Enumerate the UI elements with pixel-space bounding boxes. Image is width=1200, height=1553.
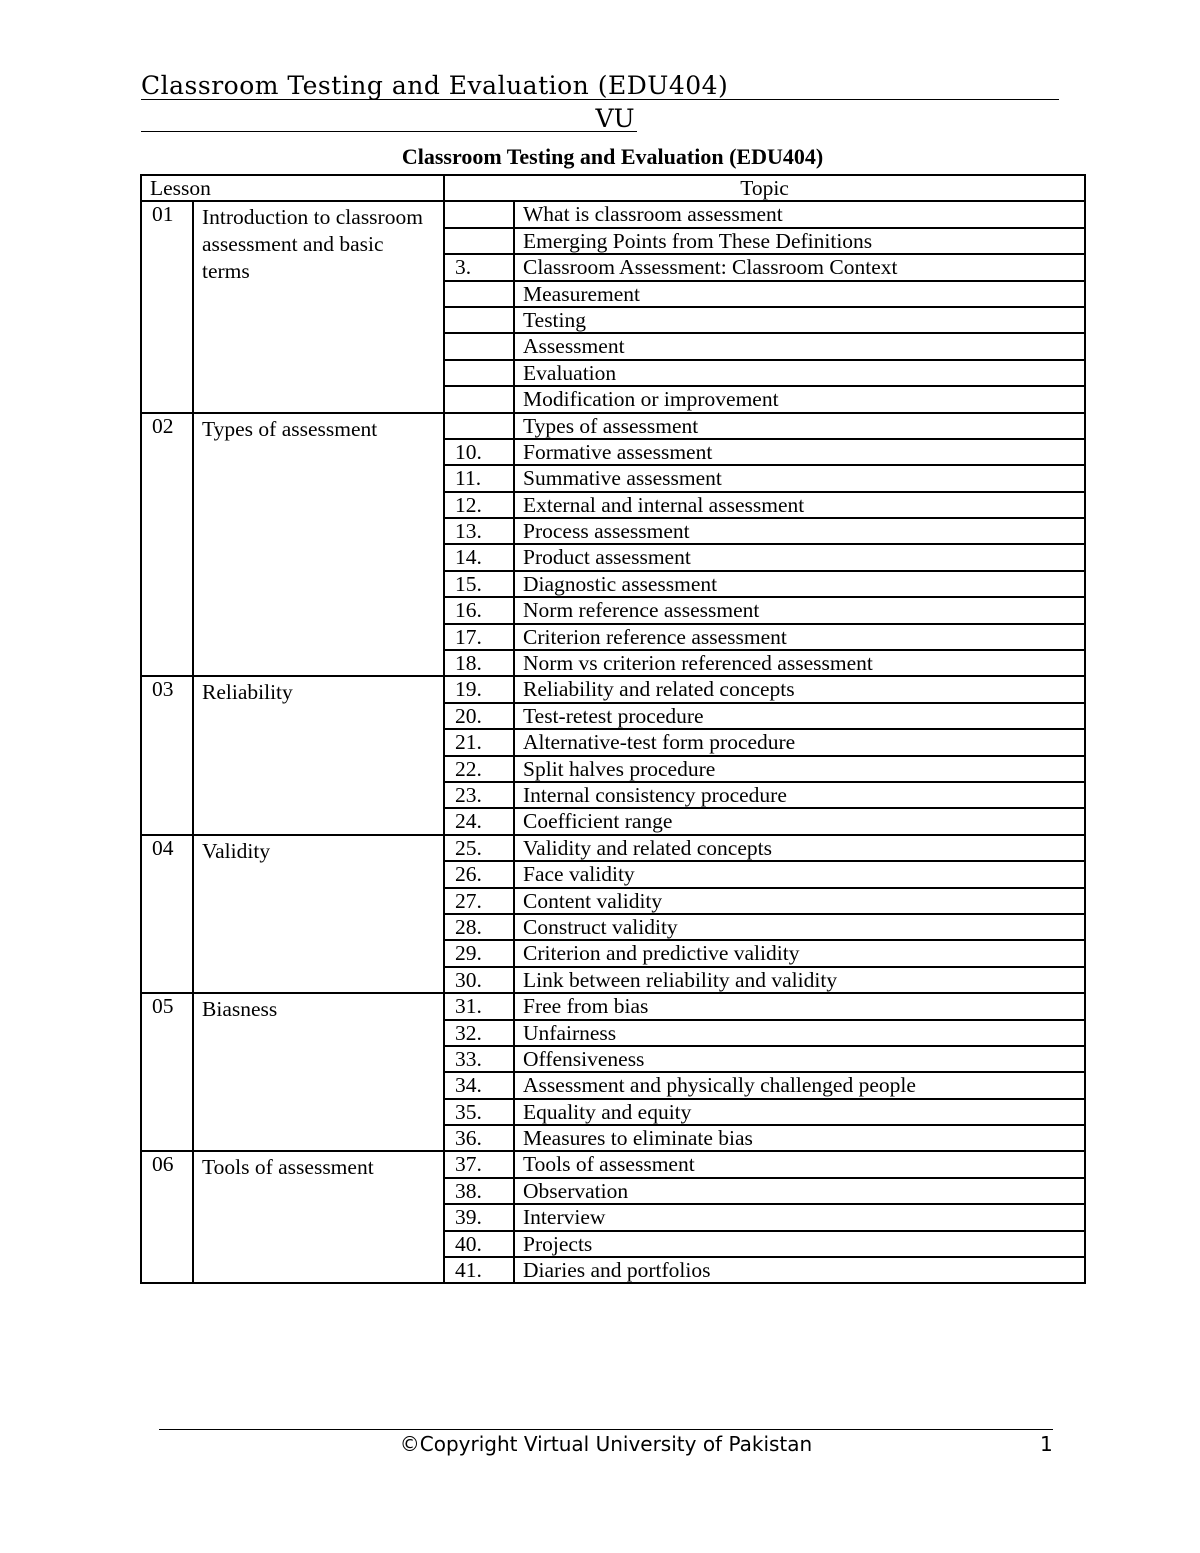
topic-number <box>444 413 514 439</box>
topic-number: 25. <box>444 835 514 861</box>
topic-text: Content validity <box>514 888 1085 914</box>
topic-number: 13. <box>444 518 514 544</box>
topic-text: Norm vs criterion referenced assessment <box>514 650 1085 676</box>
topic-text: Free from bias <box>514 993 1085 1019</box>
topic-text: Projects <box>514 1231 1085 1257</box>
course-title: Classroom Testing and Evaluation (EDU404) <box>141 71 729 100</box>
topic-number: 35. <box>444 1099 514 1125</box>
topic-text: Diaries and portfolios <box>514 1257 1085 1283</box>
footer-copyright: ©Copyright Virtual University of Pakistan <box>399 1432 813 1456</box>
topic-text: Validity and related concepts <box>514 835 1085 861</box>
topic-text: Measurement <box>514 281 1085 307</box>
topic-number: 33. <box>444 1046 514 1072</box>
topic-number: 41. <box>444 1257 514 1283</box>
topic-text: Construct validity <box>514 914 1085 940</box>
topic-text: Link between reliability and validity <box>514 967 1085 993</box>
topic-number <box>444 360 514 386</box>
lesson-title: Types of assessment <box>193 413 444 677</box>
topic-number: 11. <box>444 465 514 491</box>
topic-number: 10. <box>444 439 514 465</box>
topic-number: 23. <box>444 782 514 808</box>
topic-number: 15. <box>444 571 514 597</box>
topic-number <box>444 281 514 307</box>
topic-number: 18. <box>444 650 514 676</box>
topic-number: 39. <box>444 1204 514 1230</box>
topic-text: Criterion reference assessment <box>514 624 1085 650</box>
topic-number <box>444 333 514 359</box>
lesson-title: Tools of assessment <box>193 1151 444 1283</box>
topic-number: 37. <box>444 1151 514 1177</box>
topic-number: 24. <box>444 808 514 834</box>
topic-number: 12. <box>444 492 514 518</box>
topic-number <box>444 201 514 227</box>
topic-text: External and internal assessment <box>514 492 1085 518</box>
topic-text: Classroom Assessment: Classroom Context <box>514 254 1085 280</box>
topic-text: Emerging Points from These Definitions <box>514 228 1085 254</box>
topic-number: 26. <box>444 861 514 887</box>
table-row <box>141 993 1085 1019</box>
topic-number: 28. <box>444 914 514 940</box>
institution-short: VU <box>595 104 635 133</box>
table-body <box>141 201 1085 1283</box>
table-row <box>141 201 1085 227</box>
lesson-title: Biasness <box>193 993 444 1151</box>
topic-text: Assessment and physically challenged people <box>514 1072 1085 1098</box>
topic-text: Test-retest procedure <box>514 703 1085 729</box>
topic-number: 34. <box>444 1072 514 1098</box>
topic-text: Offensiveness <box>514 1046 1085 1072</box>
table-row <box>141 676 1085 702</box>
topic-text: Summative assessment <box>514 465 1085 491</box>
table-row <box>141 835 1085 861</box>
contents-table <box>140 174 1086 1284</box>
topic-text: Equality and equity <box>514 1099 1085 1125</box>
topic-text: Norm reference assessment <box>514 597 1085 623</box>
topic-number: 38. <box>444 1178 514 1204</box>
topic-text: Criterion and predictive validity <box>514 940 1085 966</box>
lesson-number: 04 <box>141 835 193 993</box>
topic-number: 20. <box>444 703 514 729</box>
topic-text: Split halves procedure <box>514 756 1085 782</box>
topic-text: Testing <box>514 307 1085 333</box>
footer-rule <box>159 1429 1053 1430</box>
table-row <box>141 413 1085 439</box>
topic-text: Coefficient range <box>514 808 1085 834</box>
topic-text: Evaluation <box>514 360 1085 386</box>
topic-number: 22. <box>444 756 514 782</box>
table-row <box>141 1151 1085 1177</box>
header-rule-top <box>141 99 1059 100</box>
header-rule-bottom <box>141 131 637 132</box>
topic-text: Alternative-test form procedure <box>514 729 1085 755</box>
lesson-title: Introduction to classroom assessment and basic terms <box>193 201 444 412</box>
table-header-row <box>141 175 1085 201</box>
topic-number <box>444 228 514 254</box>
topic-text: Product assessment <box>514 544 1085 570</box>
lesson-number: 01 <box>141 201 193 412</box>
topic-text: Formative assessment <box>514 439 1085 465</box>
topic-number: 19. <box>444 676 514 702</box>
topic-text: Internal consistency procedure <box>514 782 1085 808</box>
column-header-topic: Topic <box>444 175 1085 201</box>
topic-text: Types of assessment <box>514 413 1085 439</box>
topic-number: 36. <box>444 1125 514 1151</box>
topic-text: What is classroom assessment <box>514 201 1085 227</box>
topic-number: 17. <box>444 624 514 650</box>
topic-number <box>444 386 514 412</box>
topic-number: 27. <box>444 888 514 914</box>
lesson-title: Reliability <box>193 676 444 834</box>
document-title: Classroom Testing and Evaluation (EDU404) <box>401 144 824 169</box>
topic-number: 3. <box>444 254 514 280</box>
topic-text: Face validity <box>514 861 1085 887</box>
topic-text: Observation <box>514 1178 1085 1204</box>
lesson-number: 03 <box>141 676 193 834</box>
lesson-number: 06 <box>141 1151 193 1283</box>
topic-text: Modification or improvement <box>514 386 1085 412</box>
topic-text: Tools of assessment <box>514 1151 1085 1177</box>
topic-number: 30. <box>444 967 514 993</box>
topic-text: Reliability and related concepts <box>514 676 1085 702</box>
topic-text: Measures to eliminate bias <box>514 1125 1085 1151</box>
lesson-number: 02 <box>141 413 193 677</box>
column-header-lesson: Lesson <box>141 175 444 201</box>
topic-number <box>444 307 514 333</box>
page-number: 1 <box>1040 1432 1053 1456</box>
topic-number: 32. <box>444 1020 514 1046</box>
topic-number: 16. <box>444 597 514 623</box>
topic-number: 21. <box>444 729 514 755</box>
topic-number: 31. <box>444 993 514 1019</box>
topic-number: 29. <box>444 940 514 966</box>
lesson-title: Validity <box>193 835 444 993</box>
topic-number: 40. <box>444 1231 514 1257</box>
topic-text: Unfairness <box>514 1020 1085 1046</box>
topic-text: Interview <box>514 1204 1085 1230</box>
topic-text: Diagnostic assessment <box>514 571 1085 597</box>
topic-number: 14. <box>444 544 514 570</box>
topic-text: Process assessment <box>514 518 1085 544</box>
lesson-number: 05 <box>141 993 193 1151</box>
topic-text: Assessment <box>514 333 1085 359</box>
